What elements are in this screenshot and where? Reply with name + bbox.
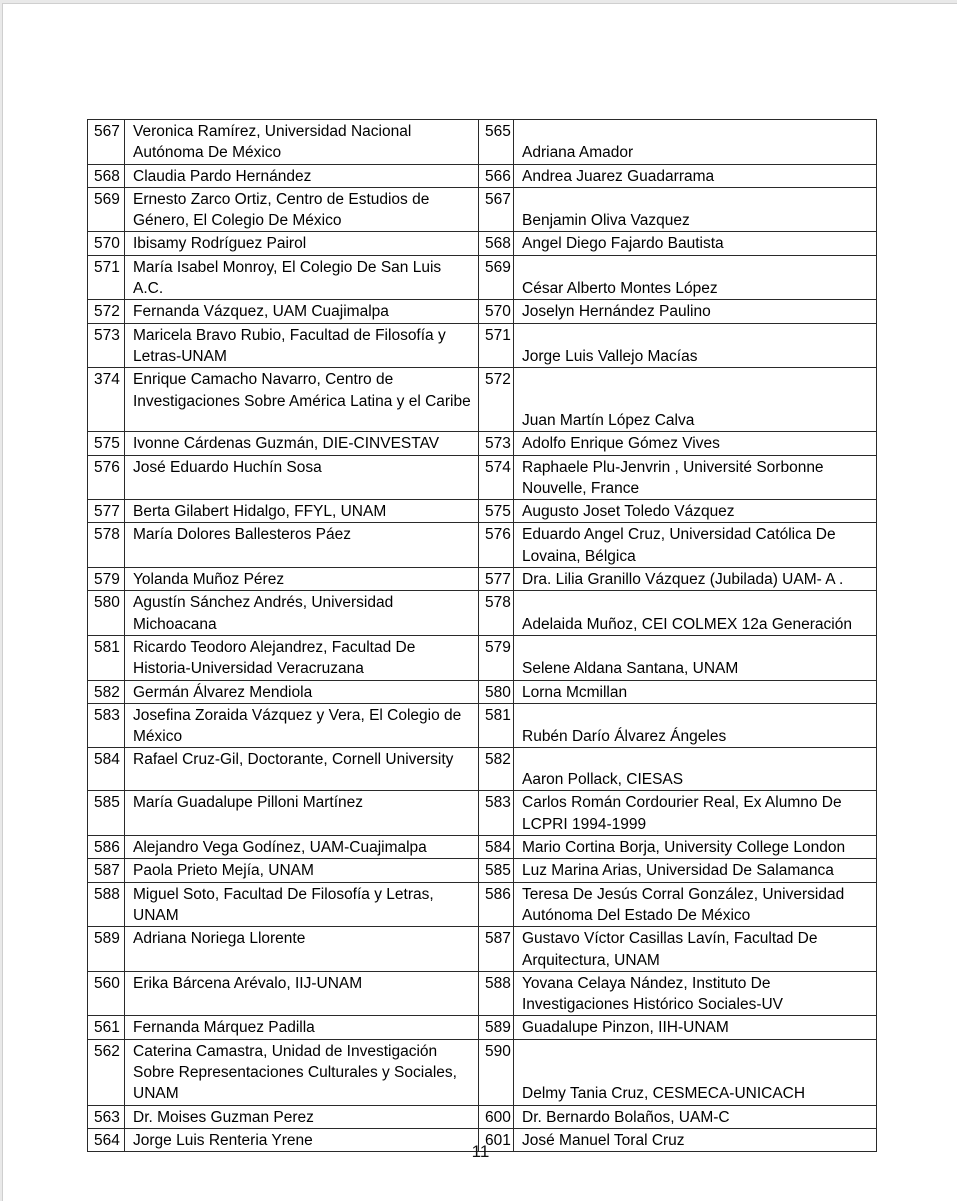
right-signatory: Adriana Amador xyxy=(514,120,877,165)
table-row xyxy=(88,120,877,165)
right-number: 582 xyxy=(479,748,514,791)
left-number: 588 xyxy=(88,882,125,927)
left-number: 573 xyxy=(88,323,125,368)
right-signatory: Raphaele Plu-Jenvrin , Université Sorbonne Nouvelle, France xyxy=(514,455,877,500)
right-number: 574 xyxy=(479,455,514,500)
right-signatory: César Alberto Montes López xyxy=(514,255,877,300)
page-number: 11 xyxy=(471,1142,490,1161)
left-signatory: Enrique Camacho Navarro, Centro de Investigaciones Sobre América Latina y el Caribe xyxy=(125,368,479,432)
left-signatory: María Isabel Monroy, El Colegio De San Luis A.C. xyxy=(125,255,479,300)
right-signatory: Gustavo Víctor Casillas Lavín, Facultad De Arquitectura, UNAM xyxy=(514,927,877,972)
table-row xyxy=(88,927,877,972)
right-number: 573 xyxy=(479,432,514,455)
left-number: 586 xyxy=(88,836,125,859)
table-row xyxy=(88,1039,877,1105)
right-signatory: Selene Aldana Santana, UNAM xyxy=(514,635,877,680)
table-row xyxy=(88,791,877,836)
right-signatory: Adolfo Enrique Gómez Vives xyxy=(514,432,877,455)
table-row xyxy=(88,971,877,1016)
table-row xyxy=(88,591,877,636)
left-signatory: Veronica Ramírez, Universidad Nacional Autónoma De México xyxy=(125,120,479,165)
left-signatory: Rafael Cruz-Gil, Doctorante, Cornell University xyxy=(125,748,479,791)
right-number: 565 xyxy=(479,120,514,165)
left-number: 575 xyxy=(88,432,125,455)
right-number: 601 xyxy=(479,1128,514,1151)
left-signatory: Josefina Zoraida Vázquez y Vera, El Colegio de México xyxy=(125,703,479,748)
left-signatory: Fernanda Márquez Padilla xyxy=(125,1016,479,1039)
right-number: 572 xyxy=(479,368,514,432)
right-number: 576 xyxy=(479,523,514,568)
left-signatory: Ivonne Cárdenas Guzmán, DIE-CINVESTAV xyxy=(125,432,479,455)
right-number: 578 xyxy=(479,591,514,636)
left-signatory: Agustín Sánchez Andrés, Universidad Michoacana xyxy=(125,591,479,636)
left-number: 564 xyxy=(88,1128,125,1151)
left-signatory: Erika Bárcena Arévalo, IIJ-UNAM xyxy=(125,971,479,1016)
table-row xyxy=(88,882,877,927)
table-row xyxy=(88,680,877,703)
left-signatory: Maricela Bravo Rubio, Facultad de Filosofía y Letras-UNAM xyxy=(125,323,479,368)
left-signatory: Yolanda Muñoz Pérez xyxy=(125,568,479,591)
left-number: 589 xyxy=(88,927,125,972)
right-signatory: Rubén Darío Álvarez Ángeles xyxy=(514,703,877,748)
left-signatory: María Guadalupe Pilloni Martínez xyxy=(125,791,479,836)
table-row xyxy=(88,748,877,791)
right-signatory: Augusto Joset Toledo Vázquez xyxy=(514,500,877,523)
right-signatory: Lorna Mcmillan xyxy=(514,680,877,703)
right-number: 585 xyxy=(479,859,514,882)
right-signatory: Mario Cortina Borja, University College London xyxy=(514,836,877,859)
right-number: 584 xyxy=(479,836,514,859)
signatories-table xyxy=(87,119,877,1152)
left-signatory: Adriana Noriega Llorente xyxy=(125,927,479,972)
right-number: 590 xyxy=(479,1039,514,1105)
left-number: 571 xyxy=(88,255,125,300)
left-signatory: Berta Gilabert Hidalgo, FFYL, UNAM xyxy=(125,500,479,523)
right-number: 577 xyxy=(479,568,514,591)
left-number: 580 xyxy=(88,591,125,636)
left-number: 562 xyxy=(88,1039,125,1105)
right-signatory: Delmy Tania Cruz, CESMECA-UNICACH xyxy=(514,1039,877,1105)
right-number: 586 xyxy=(479,882,514,927)
table-row xyxy=(88,323,877,368)
table-row xyxy=(88,455,877,500)
right-signatory: Eduardo Angel Cruz, Universidad Católica De Lovaina, Bélgica xyxy=(514,523,877,568)
right-number: 588 xyxy=(479,971,514,1016)
left-number: 578 xyxy=(88,523,125,568)
left-number: 563 xyxy=(88,1105,125,1128)
left-number: 582 xyxy=(88,680,125,703)
table-row xyxy=(88,523,877,568)
table-row xyxy=(88,1016,877,1039)
table-row xyxy=(88,703,877,748)
left-number: 587 xyxy=(88,859,125,882)
left-number: 374 xyxy=(88,368,125,432)
left-number: 561 xyxy=(88,1016,125,1039)
right-signatory: Juan Martín López Calva xyxy=(514,368,877,432)
left-number: 585 xyxy=(88,791,125,836)
left-signatory: Miguel Soto, Facultad De Filosofía y Letras, UNAM xyxy=(125,882,479,927)
table-row xyxy=(88,836,877,859)
left-number: 569 xyxy=(88,187,125,232)
right-number: 575 xyxy=(479,500,514,523)
right-signatory: Adelaida Muñoz, CEI COLMEX 12a Generación xyxy=(514,591,877,636)
left-signatory: José Eduardo Huchín Sosa xyxy=(125,455,479,500)
right-number: 568 xyxy=(479,232,514,255)
signatories-table-body xyxy=(88,120,877,1152)
right-number: 589 xyxy=(479,1016,514,1039)
right-signatory: Luz Marina Arias, Universidad De Salamanca xyxy=(514,859,877,882)
right-number: 566 xyxy=(479,164,514,187)
table-row xyxy=(88,187,877,232)
table-row xyxy=(88,568,877,591)
table-row xyxy=(88,368,877,432)
right-signatory: Dr. Bernardo Bolaños, UAM-C xyxy=(514,1105,877,1128)
left-signatory: Caterina Camastra, Unidad de Investigación Sobre Representaciones Culturales y Sociales, UNAM xyxy=(125,1039,479,1105)
left-signatory: Ibisamy Rodríguez Pairol xyxy=(125,232,479,255)
right-number: 600 xyxy=(479,1105,514,1128)
right-number: 570 xyxy=(479,300,514,323)
right-number: 571 xyxy=(479,323,514,368)
left-number: 570 xyxy=(88,232,125,255)
table-row xyxy=(88,500,877,523)
right-signatory: Angel Diego Fajardo Bautista xyxy=(514,232,877,255)
right-signatory: Carlos Román Cordourier Real, Ex Alumno De LCPRI 1994-1999 xyxy=(514,791,877,836)
table-row xyxy=(88,635,877,680)
left-signatory: Claudia Pardo Hernández xyxy=(125,164,479,187)
left-number: 581 xyxy=(88,635,125,680)
left-signatory: Alejandro Vega Godínez, UAM-Cuajimalpa xyxy=(125,836,479,859)
table-row xyxy=(88,859,877,882)
left-signatory: Ricardo Teodoro Alejandrez, Facultad De Historia-Universidad Veracruzana xyxy=(125,635,479,680)
right-signatory: Andrea Juarez Guadarrama xyxy=(514,164,877,187)
right-number: 580 xyxy=(479,680,514,703)
left-number: 572 xyxy=(88,300,125,323)
table-row xyxy=(88,300,877,323)
right-signatory: Jorge Luis Vallejo Macías xyxy=(514,323,877,368)
left-signatory: María Dolores Ballesteros Páez xyxy=(125,523,479,568)
document-page xyxy=(2,3,957,1201)
left-number: 579 xyxy=(88,568,125,591)
right-number: 581 xyxy=(479,703,514,748)
left-signatory: Paola Prieto Mejía, UNAM xyxy=(125,859,479,882)
right-number: 583 xyxy=(479,791,514,836)
left-number: 583 xyxy=(88,703,125,748)
table-row xyxy=(88,432,877,455)
right-signatory: Joselyn Hernández Paulino xyxy=(514,300,877,323)
right-number: 579 xyxy=(479,635,514,680)
right-signatory: Dra. Lilia Granillo Vázquez (Jubilada) UAM- A . xyxy=(514,568,877,591)
left-signatory: Ernesto Zarco Ortiz, Centro de Estudios de Género, El Colegio De México xyxy=(125,187,479,232)
left-number: 577 xyxy=(88,500,125,523)
right-number: 567 xyxy=(479,187,514,232)
table-row xyxy=(88,164,877,187)
right-signatory: Yovana Celaya Nández, Instituto De Investigaciones Histórico Sociales-UV xyxy=(514,971,877,1016)
right-signatory: Guadalupe Pinzon, IIH-UNAM xyxy=(514,1016,877,1039)
right-signatory: Benjamin Oliva Vazquez xyxy=(514,187,877,232)
left-number: 567 xyxy=(88,120,125,165)
right-number: 569 xyxy=(479,255,514,300)
left-number: 560 xyxy=(88,971,125,1016)
left-signatory: Germán Álvarez Mendiola xyxy=(125,680,479,703)
left-signatory: Jorge Luis Renteria Yrene xyxy=(125,1128,479,1151)
left-number: 568 xyxy=(88,164,125,187)
right-number: 587 xyxy=(479,927,514,972)
left-signatory: Fernanda Vázquez, UAM Cuajimalpa xyxy=(125,300,479,323)
right-signatory: Teresa De Jesús Corral González, Universidad Autónoma Del Estado De México xyxy=(514,882,877,927)
table-row xyxy=(88,255,877,300)
left-signatory: Dr. Moises Guzman Perez xyxy=(125,1105,479,1128)
left-number: 584 xyxy=(88,748,125,791)
table-row xyxy=(88,232,877,255)
right-signatory: José Manuel Toral Cruz xyxy=(514,1128,877,1151)
left-number: 576 xyxy=(88,455,125,500)
table-row xyxy=(88,1105,877,1128)
right-signatory: Aaron Pollack, CIESAS xyxy=(514,748,877,791)
